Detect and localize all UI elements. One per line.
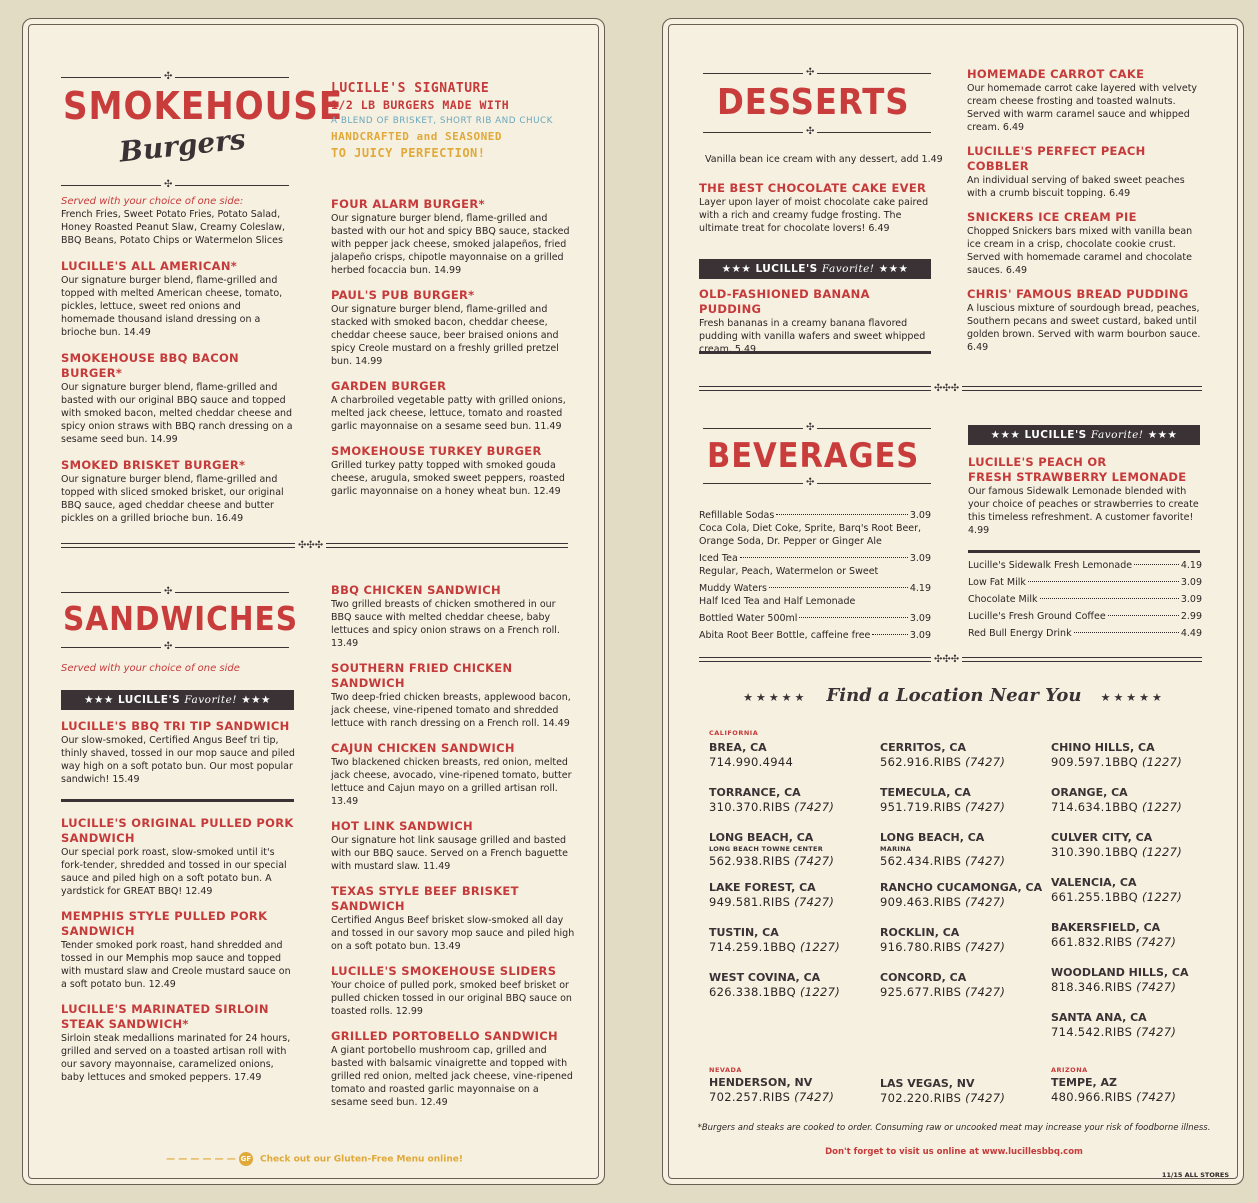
location-entry[interactable]: [880, 881, 1048, 910]
item-title: SMOKEHOUSE BBQ BACON BURGER*: [61, 351, 239, 380]
ice-cream-note: Vanilla bean ice cream with any dessert, add 1.49: [705, 154, 943, 165]
beverage-price: 2.99: [1180, 611, 1202, 622]
item-description: Our special pork roast, slow-smoked until it's fork-tender, shredded and tossed in our special sauce and piled high on a soft potato bun. A yardstick for GREAT BBQ! 12.49: [61, 847, 287, 897]
location-entry[interactable]: [880, 831, 1048, 869]
location-arizona-tempe[interactable]: [1051, 1066, 1219, 1105]
menu-item: [61, 719, 295, 786]
menu-page-right: [662, 18, 1244, 1185]
item-price: 12.49: [533, 486, 561, 497]
burger-list-left: [61, 259, 293, 525]
item-price: 6.49: [1109, 188, 1131, 199]
location-entry[interactable]: [880, 926, 1048, 955]
ornament-icon: ✣: [803, 478, 817, 488]
location-city: LONG BEACH, CA: [880, 831, 985, 844]
item-title: SNICKERS ICE CREAM PIE: [967, 210, 1137, 224]
location-city: SANTA ANA, CA: [1051, 1011, 1147, 1024]
item-description: Your choice of pulled pork, smoked beef brisket or pulled chicken tossed in our original BBQ sauce on toasted rolls. 12.99: [331, 980, 572, 1017]
item-title: LUCILLE'S PEACH OR: [968, 455, 1107, 469]
item-price: 14.49: [542, 718, 570, 729]
item-price: 12.49: [148, 979, 176, 990]
beverage-name: Iced Tea: [699, 553, 738, 564]
served-with-note: Served with your choice of one side:: [61, 196, 244, 207]
dessert-favorite-banner: ★★★ LUCILLE'S Favorite! ★★★: [699, 259, 931, 279]
beverage-price: 4.19: [1180, 560, 1202, 571]
burgers-title: SMOKEHOUSE: [63, 84, 344, 128]
item-description: Layer upon layer of moist chocolate cake paired with a rich and creamy fudge frosting. The ultimate treat for chocolate lovers! 6.49: [699, 197, 929, 234]
location-entry[interactable]: [880, 971, 1048, 1000]
beverage-price: 3.09: [909, 510, 931, 521]
location-city: ROCKLIN, CA: [880, 926, 960, 939]
location-entry[interactable]: [1051, 741, 1219, 770]
website-link[interactable]: Don't forget to visit us online at www.lucillesbbq.com: [825, 1147, 1083, 1157]
item-price: 12.49: [185, 886, 213, 897]
location-city: ORANGE, CA: [1051, 786, 1128, 799]
item-description: Our signature burger blend, flame-grilled and topped with sliced smoked brisket, our original BBQ sauce, aged cheddar cheese and butter pickles on a grilled brioche bun. 16.49: [61, 474, 284, 524]
beverage-row: [968, 559, 1202, 572]
item-title: BBQ CHICKEN SANDWICH: [331, 583, 501, 597]
favorite-rule: [61, 799, 294, 802]
menu-item: [331, 444, 576, 498]
beverage-options: Half Iced Tea and Half Lemonade: [699, 596, 856, 607]
location-phone: 916.780.RIBS (7427): [880, 940, 1006, 954]
location-phone: 562.916.RIBS (7427): [880, 755, 1006, 769]
location-city: BAKERSFIELD, CA: [1051, 921, 1161, 934]
desserts-left-column: [699, 181, 931, 245]
region-california: CALIFORNIA: [709, 729, 759, 737]
item-title: CAJUN CHICKEN SANDWICH: [331, 741, 515, 755]
signature-line-1: LUCILLE'S SIGNATURE: [331, 81, 490, 96]
location-entry[interactable]: [1051, 1011, 1219, 1040]
stars-left: ★★★★★: [743, 691, 808, 704]
ornament-icon: ✣✣✣: [931, 655, 962, 665]
location-phone: 714.634.1BBQ (1227): [1051, 800, 1182, 814]
location-city: TUSTIN, CA: [709, 926, 779, 939]
location-phone: 951.719.RIBS (7427): [880, 800, 1006, 814]
item-description: Fresh bananas in a creamy banana flavored pudding with vanilla wafers and sweet whipped cream. 5.49: [699, 318, 926, 355]
item-title: SMOKED BRISKET BURGER*: [61, 458, 246, 472]
menu-item: [967, 210, 1207, 277]
location-city: TORRANCE, CA: [709, 786, 801, 799]
beverage-name: Bottled Water 500ml: [699, 613, 798, 624]
locations-title: Find a Location Near You: [826, 685, 1082, 706]
location-entry[interactable]: [709, 881, 874, 910]
sides-list: French Fries, Sweet Potato Fries, Potato Salad, Honey Roasted Peanut Slaw, Creamy Coleslaw, BBQ Beans, Potato Chips or Watermelon Slices: [61, 209, 286, 246]
beverage-name: Muddy Waters: [699, 583, 767, 594]
location-city: RANCHO CUCAMONGA, CA: [880, 881, 1043, 894]
item-title: GARDEN BURGER: [331, 379, 447, 393]
item-price: 6.49: [1002, 122, 1025, 133]
item-description: Chopped Snickers bars mixed with vanilla bean ice cream in a crisp, chocolate cookie crust. Served with homemade caramel and chocolate sauces. 6.49: [967, 226, 1193, 276]
burgers-left-column: [61, 195, 293, 537]
location-phone: 714.542.RIBS (7427): [1051, 1025, 1177, 1039]
item-title: LUCILLE'S MARINATED SIRLOIN STEAK SANDWICH*: [61, 1002, 269, 1031]
beverage-price: 4.19: [909, 583, 931, 594]
item-title: GRILLED PORTOBELLO SANDWICH: [331, 1029, 558, 1043]
item-description: Tender smoked pork roast, hand shredded and tossed in our Memphis mop sauce and topped with mustard slaw and Creole mustard sauce on a soft potato bun. 12.49: [61, 940, 291, 990]
item-price: 13.49: [331, 796, 359, 807]
menu-item: [967, 67, 1207, 134]
stars-right: ★★★★★: [1100, 691, 1165, 704]
ornament-icon: ✣: [803, 423, 817, 433]
item-description: Our slow-smoked, Certified Angus Beef tri tip, thinly shaved, tossed in our mop sauce and piled way high on a soft potato bun. Our most popular sandwich! 15.49: [61, 735, 295, 785]
beverage-row: [699, 629, 931, 642]
item-price: 11.49: [423, 861, 451, 872]
locations-col-3: [1051, 741, 1219, 1056]
item-price: 11.49: [534, 421, 562, 432]
beverage-row: [968, 593, 1202, 606]
location-entry[interactable]: [880, 786, 1048, 815]
location-city: CONCORD, CA: [880, 971, 967, 984]
item-title: FOUR ALARM BURGER*: [331, 197, 485, 211]
menu-item: [61, 259, 293, 339]
sandwiches-title: SANDWICHES: [63, 599, 299, 638]
location-phone: 714.259.1BBQ (1227): [709, 940, 840, 954]
location-phone: 925.677.RIBS (7427): [880, 985, 1006, 999]
signature-line-5: TO JUICY PERFECTION!: [331, 146, 486, 160]
item-title: HOT LINK SANDWICH: [331, 819, 473, 833]
sandwiches-left-column: [61, 719, 295, 1095]
location-phone: 562.434.RIBS (7427): [880, 854, 1006, 868]
sandwich-list-right: [331, 583, 576, 1109]
burger-list-right: [331, 197, 576, 498]
ornament-icon: ✣: [161, 642, 175, 652]
print-code: 11/15 ALL STORES: [1161, 1171, 1229, 1179]
location-phone: 702.220.RIBS (7427): [880, 1091, 1006, 1105]
item-price: 12.49: [420, 1097, 448, 1108]
item-price: 14.99: [150, 434, 178, 445]
sandwiches-served-note: Served with your choice of one side: [61, 663, 240, 674]
beverage-favorite-item: [968, 455, 1202, 537]
location-city: CERRITOS, CA: [880, 741, 966, 754]
beverage-price: 3.09: [1180, 577, 1202, 588]
ornament-icon: ✣: [161, 180, 175, 190]
location-entry[interactable]: [1051, 831, 1219, 860]
location-entry[interactable]: [1051, 966, 1219, 995]
location-entry[interactable]: [1051, 876, 1219, 905]
item-price: 13.49: [331, 638, 359, 649]
desserts-title: DESSERTS: [717, 82, 910, 123]
beverage-name: Low Fat Milk: [968, 577, 1026, 588]
location-phone: 714.990.4944: [709, 755, 794, 769]
beverage-price: 3.09: [909, 630, 931, 641]
sandwich-list-left: [61, 719, 295, 1084]
menu-item: [967, 144, 1207, 200]
item-description: Our signature burger blend, flame-grilled and basted with our original BBQ sauce and topped with smoked bacon, melted cheddar cheese and spicy onion straws with BBQ ranch dressing on a sesame seed bun. 14.99: [61, 382, 293, 445]
burger-signature-block: [331, 81, 573, 161]
item-description: Our signature burger blend, flame-grilled and basted with our hot and spicy BBQ sauce, stacked with pepper jack cheese, smoked jalapeños, fried jalapeño crisps, chipotle mayonnaise on a grilled herbed focaccia bun. 14.99: [331, 213, 570, 276]
desserts-right-column: [967, 67, 1207, 364]
location-phone: 818.346.RIBS (7427): [1051, 980, 1177, 994]
item-description: Sirloin steak medallions marinated for 24 hours, grilled and served on a toasted artisan roll with our savory mayonnaise, caramelized onions, baby lettuces and smoked peppers. 17.49: [61, 1033, 291, 1083]
location-entry[interactable]: [1051, 786, 1219, 815]
dessert-list-right: [967, 67, 1207, 354]
gluten-free-text: Check out our Gluten-Free Menu online!: [260, 1154, 463, 1165]
sandwiches-right-column: [331, 583, 576, 1120]
location-nevada-las-vegas[interactable]: [880, 1077, 1048, 1106]
location-city: CHINO HILLS, CA: [1051, 741, 1155, 754]
location-city: BREA, CA: [709, 741, 767, 754]
ornament-icon: ✣: [161, 72, 175, 82]
menu-item: [331, 884, 576, 953]
ornament-icon: ✣✣✣: [295, 541, 326, 551]
item-title: TEXAS STYLE BEEF BRISKET SANDWICH: [331, 884, 519, 913]
location-phone: 909.463.RIBS (7427): [880, 895, 1006, 909]
location-city: LONG BEACH, CA: [709, 831, 814, 844]
item-description: A giant portobello mushroom cap, grilled and basted with balsamic vinaigrette and topped with grilled red onion, melted jack cheese, vine-ripened tomato and roasted garlic mayonnaise on a sesame seed bun. 12.49: [331, 1045, 573, 1108]
item-price: 16.49: [215, 513, 244, 524]
menu-item: [61, 351, 293, 446]
beverage-price: 4.49: [1180, 628, 1202, 639]
item-title: LUCILLE'S ORIGINAL PULLED PORK SANDWICH: [61, 816, 294, 845]
beverage-name: Chocolate Milk: [968, 594, 1038, 605]
disclaimer: *Burgers and steaks are cooked to order. Consuming raw or uncooked meat may increase your risk of foodborne illness.: [697, 1123, 1211, 1133]
menu-item: [331, 964, 576, 1018]
location-entry[interactable]: [1051, 921, 1219, 950]
location-phone: 310.390.1BBQ (1227): [1051, 845, 1182, 859]
beverage-row: [699, 509, 931, 522]
location-entry[interactable]: [709, 786, 874, 815]
item-price: 12.99: [395, 1006, 423, 1017]
item-price: 15.49: [112, 774, 140, 785]
menu-item: [331, 288, 576, 368]
location-phone: 310.370.RIBS (7427): [709, 800, 835, 814]
beverage-list-right: [968, 559, 1202, 640]
location-phone: 661.255.1BBQ (1227): [1051, 890, 1182, 904]
menu-item: [331, 197, 576, 277]
beverage-row: [968, 627, 1202, 640]
location-phone: 702.257.RIBS (7427): [709, 1090, 835, 1104]
locations-col-2: [880, 741, 1048, 1016]
beverage-name: Refillable Sodas: [699, 510, 775, 521]
locations-col-1: [709, 741, 874, 1016]
location-nevada-henderson[interactable]: [709, 1066, 874, 1105]
location-city: TEMECULA, CA: [880, 786, 971, 799]
beverage-price: 3.09: [1180, 594, 1202, 605]
item-description: Our signature hot link sausage grilled and basted with our BBQ sauce. Served on a French baguette with mustard slaw. 11.49: [331, 835, 568, 872]
beverage-price: 3.09: [909, 553, 931, 564]
item-title: LUCILLE'S ALL AMERICAN*: [61, 259, 238, 273]
burgers-right-column: [331, 197, 576, 509]
location-city: LAKE FOREST, CA: [709, 881, 816, 894]
dessert-list-left: [699, 181, 931, 235]
gluten-free-note[interactable]: — — — — — — GF Check out our Gluten-Free Menu online!: [23, 1152, 605, 1166]
location-city: WOODLAND HILLS, CA: [1051, 966, 1189, 979]
menu-item: [61, 816, 295, 898]
beverage-name: Lucille's Fresh Ground Coffee: [968, 611, 1106, 622]
location-city: TEMPE, AZ: [1051, 1076, 1118, 1089]
location-subtitle: MARINA: [880, 845, 912, 853]
location-city: LAS VEGAS, NV: [880, 1077, 975, 1090]
menu-page-left: [22, 18, 605, 1185]
item-description: An individual serving of baked sweet peaches with a crumb biscuit topping. 6.49: [967, 175, 1185, 199]
locations-header: [663, 685, 1244, 706]
beverage-row: [968, 576, 1202, 589]
item-description: Grilled turkey patty topped with smoked gouda cheese, arugula, smoked sweet peppers, roasted garlic mayonnaise on a honey wheat bun. 12.49: [331, 460, 565, 497]
item-title: PAUL'S PUB BURGER*: [331, 288, 475, 302]
location-city: CULVER CITY, CA: [1051, 831, 1153, 844]
beverage-favorite-banner: ★★★ LUCILLE'S Favorite! ★★★: [968, 425, 1200, 445]
menu-item: [61, 458, 293, 525]
item-title: CHRIS' FAMOUS BREAD PUDDING: [967, 287, 1189, 301]
item-description: Two deep-fried chicken breasts, applewood bacon, jack cheese, vine-ripened tomato and shredded lettuce with ranch dressing on a French roll. 14.49: [331, 692, 571, 729]
beverage-row: [699, 582, 931, 595]
favorite-banner: ★★★ LUCILLE'S Favorite! ★★★: [61, 690, 294, 710]
item-title: HOMEMADE CARROT CAKE: [967, 67, 1145, 81]
location-phone: 949.581.RIBS (7427): [709, 895, 835, 909]
favorite-rule: [968, 550, 1200, 553]
item-title: THE BEST CHOCOLATE CAKE EVER: [699, 181, 927, 195]
beverage-name: Abita Root Beer Bottle, caffeine free: [699, 630, 871, 641]
beverage-row: [968, 610, 1202, 623]
item-description: A luscious mixture of sourdough bread, peaches, Southern pecans and sweet custard, baked until golden brown. Served with warm bourbon sauce. 6.49: [967, 303, 1201, 353]
item-title: SMOKEHOUSE TURKEY BURGER: [331, 444, 542, 458]
beverages-right-column: [968, 555, 1202, 640]
signature-line-2: 1/2 LB BURGERS MADE WITH: [331, 98, 510, 112]
beverages-title: BEVERAGES: [707, 436, 920, 476]
item-price: 6.49: [967, 342, 989, 353]
item-description: Our famous Sidewalk Lemonade blended with your choice of peaches or strawberries to create this timeless refreshment. A customer favorite! 4.99: [968, 486, 1199, 536]
item-price: 14.99: [355, 356, 383, 367]
location-city: VALENCIA, CA: [1051, 876, 1137, 889]
ornament-icon: ✣✣✣: [931, 384, 962, 394]
item-price: 6.49: [868, 223, 890, 234]
burgers-subtitle: Burgers: [117, 122, 248, 169]
beverage-list-left: [699, 509, 931, 642]
item-title: LUCILLE'S BBQ TRI TIP SANDWICH: [61, 719, 290, 733]
location-phone: 480.966.RIBS (7427): [1051, 1090, 1177, 1104]
menu-item: [331, 741, 576, 808]
dessert-favorite-item: [699, 287, 931, 356]
location-phone: 626.338.1BBQ (1227): [709, 985, 840, 999]
beverage-row: [699, 612, 931, 625]
beverage-price: 3.09: [909, 613, 931, 624]
beverage-options: Regular, Peach, Watermelon or Sweet: [699, 566, 879, 577]
item-title: LUCILLE'S PERFECT PEACH COBBLER: [967, 144, 1146, 173]
beverage-name: Red Bull Energy Drink: [968, 628, 1072, 639]
region-arizona: ARIZONA: [1051, 1066, 1088, 1074]
location-entry[interactable]: [880, 741, 1048, 770]
ornament-icon: ✣: [803, 68, 817, 78]
ornament-icon: ✣: [161, 587, 175, 597]
signature-line-4: HANDCRAFTED and SEASONED: [331, 130, 502, 143]
location-subtitle: LONG BEACH TOWNE CENTER: [709, 845, 824, 853]
item-price: 13.49: [433, 941, 461, 952]
ornament-icon: ✣: [803, 127, 817, 137]
item-title: FRESH STRAWBERRY LEMONADE: [968, 470, 1187, 484]
item-price: 14.49: [123, 327, 151, 338]
menu-item: [331, 379, 576, 433]
menu-item: [331, 819, 576, 873]
location-phone: 562.938.RIBS (7427): [709, 854, 835, 868]
location-entry[interactable]: [709, 926, 874, 955]
region-nevada: NEVADA: [709, 1066, 742, 1074]
item-title: LUCILLE'S SMOKEHOUSE SLIDERS: [331, 964, 557, 978]
location-phone: 909.597.1BBQ (1227): [1051, 755, 1182, 769]
menu-item: [699, 181, 931, 235]
menu-item: [967, 287, 1207, 354]
item-price: 6.49: [1005, 265, 1028, 276]
item-description: Our signature burger blend, flame-grilled and topped with melted American cheese, tomato, pickles, lettuce, sweet red onions and homemade thousand island dressing on a brioche bun. 14.49: [61, 275, 283, 338]
menu-item: [61, 1002, 295, 1084]
item-description: Our homemade carrot cake layered with velvety cream cheese frosting and toasted walnuts. Served with warm caramel sauce and whipped cream. 6.49: [967, 83, 1198, 133]
menu-item: [331, 583, 576, 650]
gluten-free-icon: GF: [239, 1152, 253, 1166]
beverages-left-column: [699, 505, 931, 642]
item-description: Our signature burger blend, flame-grilled and stacked with smoked bacon, cheddar cheese, cheddar cheese sauce, beer braised onions and spicy Creole mustard on a freshly grilled pretzel bun. 14.99: [331, 304, 559, 367]
item-description: Two grilled breasts of chicken smothered in our BBQ sauce with melted cheddar cheese, baby lettuces and spicy onion straws on a French roll. 13.49: [331, 599, 560, 649]
signature-line-3: A BLEND OF BRISKET, SHORT RIB AND CHUCK: [331, 116, 553, 126]
item-title: MEMPHIS STYLE PULLED PORK SANDWICH: [61, 909, 268, 938]
item-title: SOUTHERN FRIED CHICKEN SANDWICH: [331, 661, 513, 690]
item-price: 17.49: [234, 1072, 262, 1083]
beverage-name: Lucille's Sidewalk Fresh Lemonade: [968, 560, 1133, 571]
menu-item: [331, 1029, 576, 1109]
location-entry[interactable]: [709, 971, 874, 1000]
menu-item: [61, 909, 295, 991]
location-city: WEST COVINA, CA: [709, 971, 821, 984]
item-title: OLD-FASHIONED BANANA PUDDING: [699, 287, 870, 316]
location-entry[interactable]: [709, 741, 874, 770]
item-description: Certified Angus Beef brisket slow-smoked all day and tossed in our savory mop sauce and piled high on a soft potato bun. 13.49: [331, 915, 575, 952]
location-city: HENDERSON, NV: [709, 1076, 813, 1089]
location-entry[interactable]: [709, 831, 874, 869]
item-price: 14.99: [433, 265, 462, 276]
beverage-row: [699, 552, 931, 565]
item-description: A charbroiled vegetable patty with grilled onions, melted jack cheese, lettuce, tomato and roasted garlic mayonnaise on a sesame seed bun. 11.49: [331, 395, 566, 432]
favorite-rule: [699, 351, 931, 354]
location-phone: 661.832.RIBS (7427): [1051, 935, 1177, 949]
menu-item: [331, 661, 576, 730]
item-description: Two blackened chicken breasts, red onion, melted jack cheese, avocado, vine-ripened tomato, butter lettuce and Cajun mayo on a grilled artisan roll. 13.49: [331, 757, 572, 807]
beverage-options: Coca Cola, Diet Coke, Sprite, Barq's Root Beer, Orange Soda, Dr. Pepper or Ginger Ale: [699, 523, 922, 547]
